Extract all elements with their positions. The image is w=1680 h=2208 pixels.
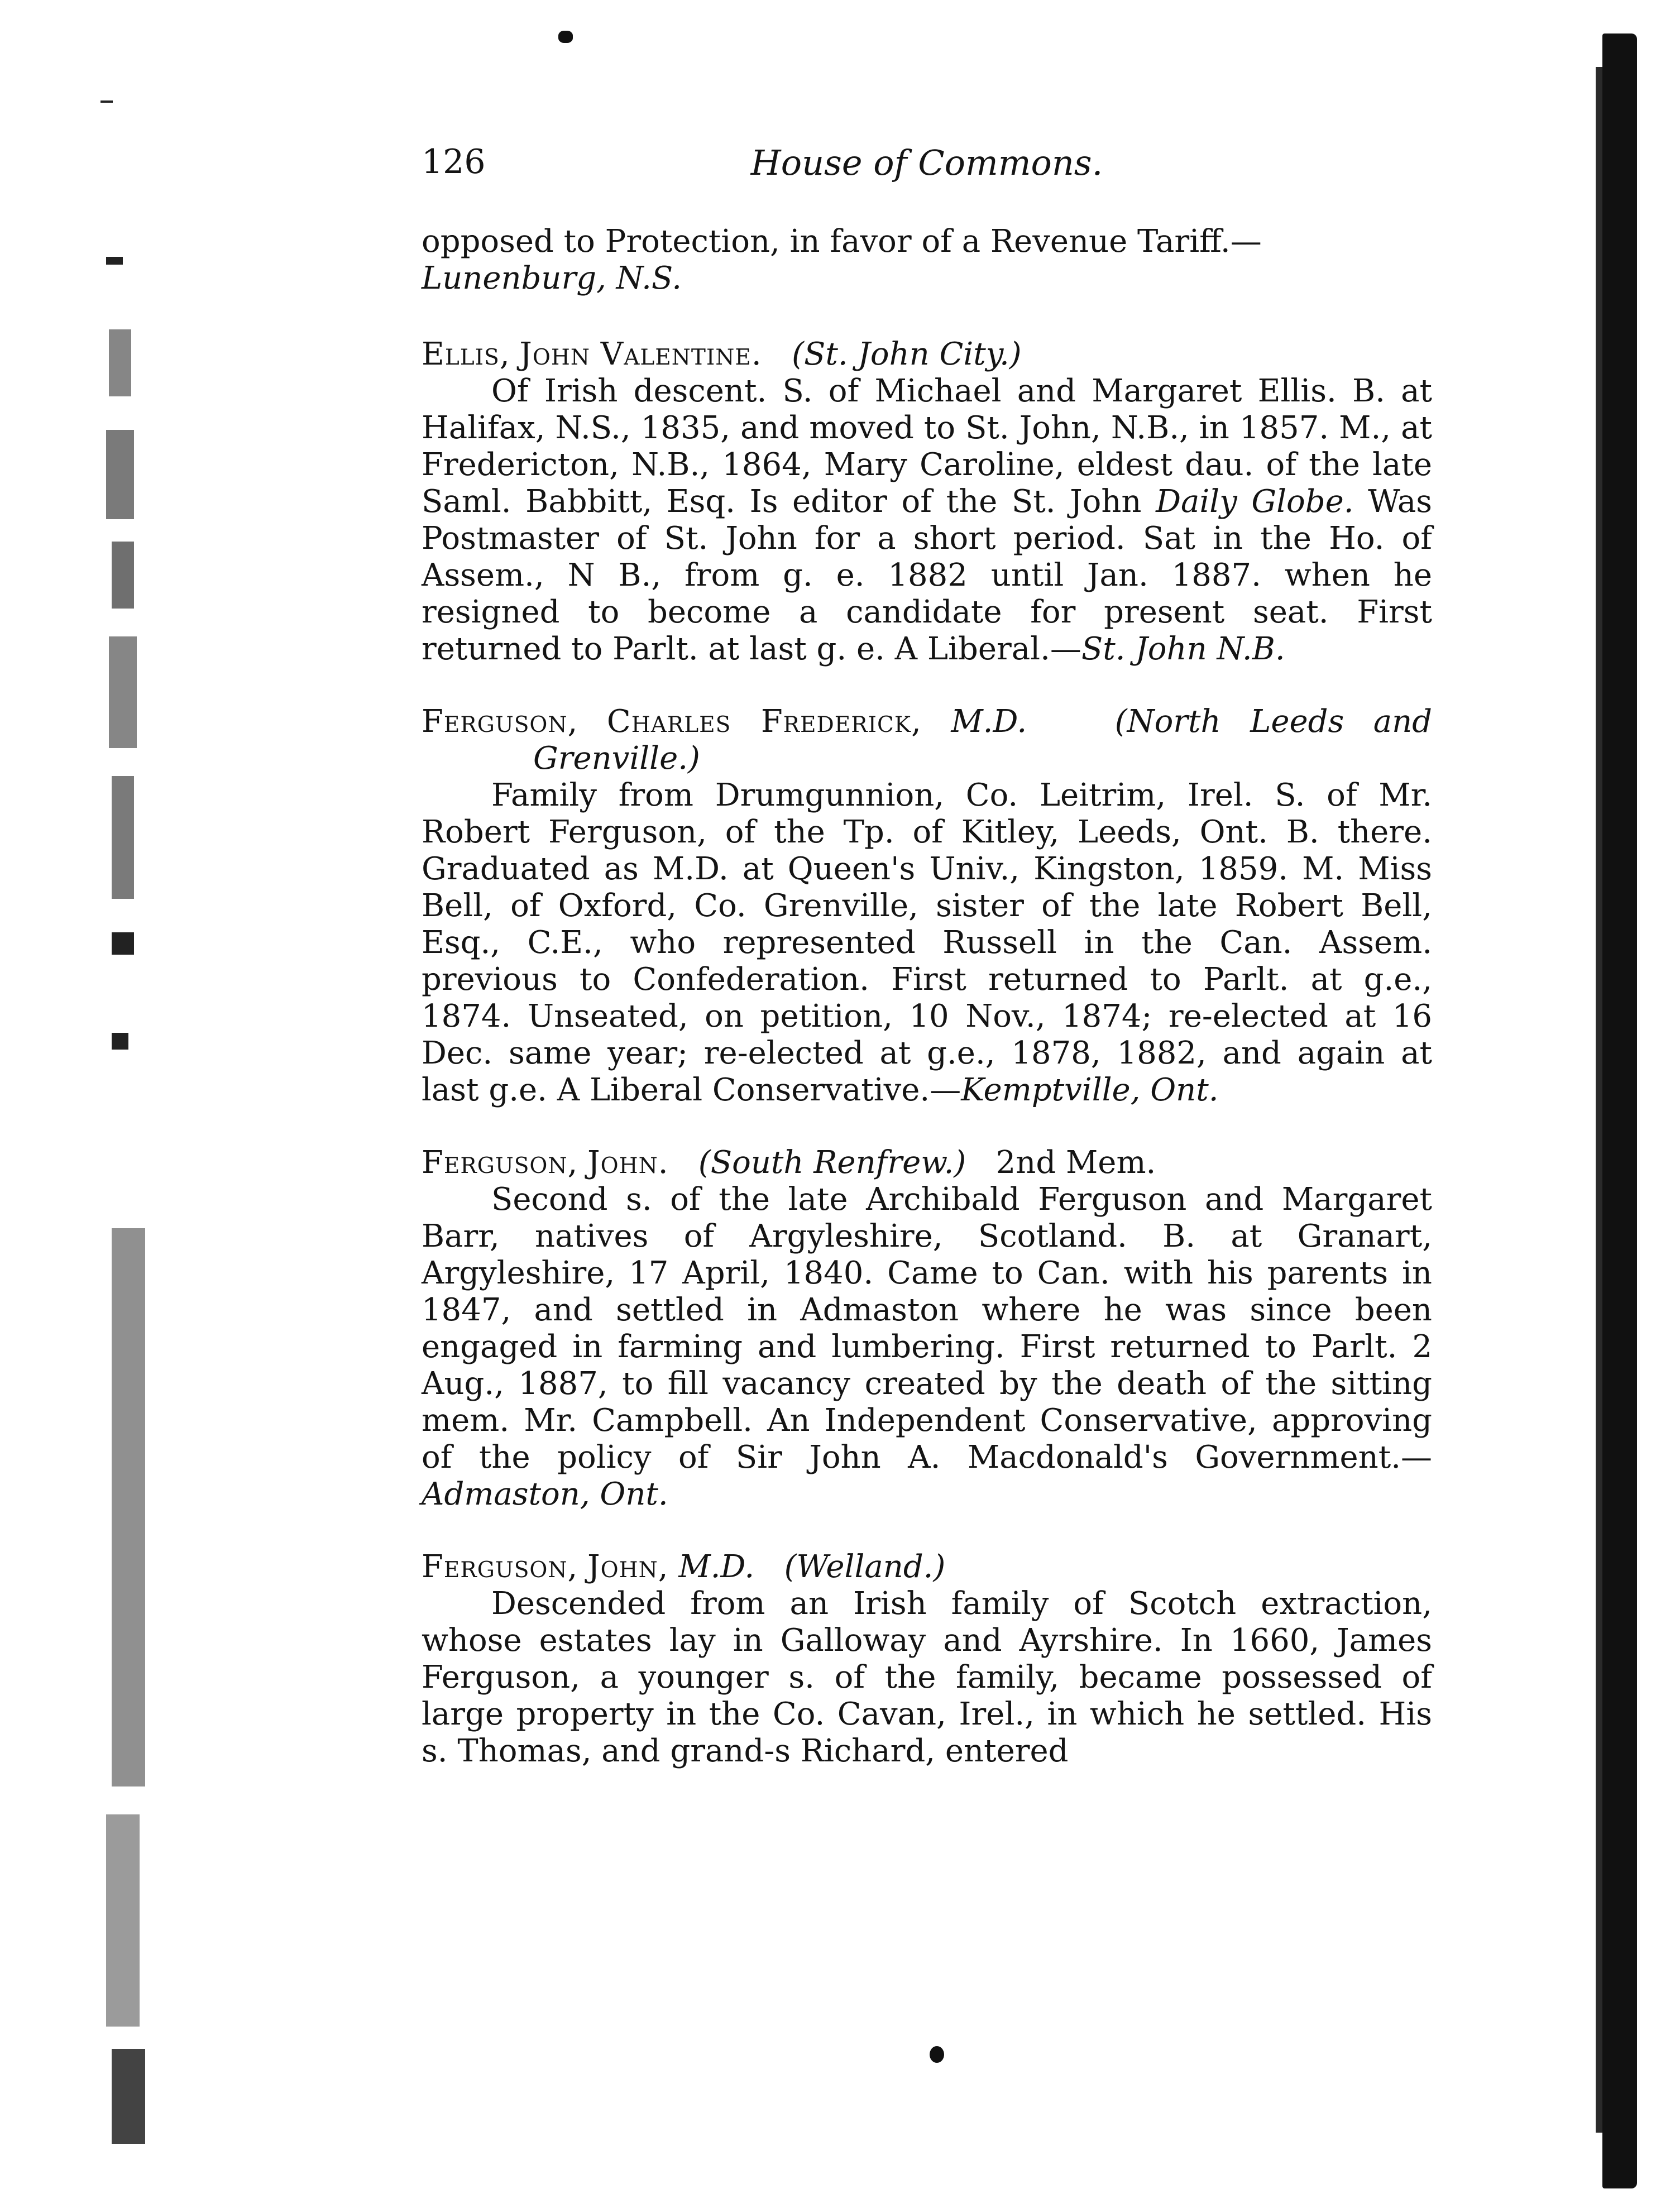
entry-heading: Ellis, John Valentine. (St. John City.) — [422, 336, 1022, 372]
ink-dot — [930, 2046, 944, 2063]
entry-degree: M.D. — [951, 703, 1027, 740]
scan-margin-noise — [67, 84, 156, 2149]
entry-heading: Ferguson, John. (South Renfrew.) 2nd Mem. — [422, 1144, 1156, 1181]
entry-constituency: (Welland.) — [784, 1549, 946, 1585]
running-head: House of Commons. — [750, 142, 1103, 183]
continuation-paragraph — [422, 223, 1432, 297]
entry-biography — [422, 373, 1432, 668]
biography-text: Second s. of the late Archibald Ferguson and Margaret Barr, natives of Argyleshire, Scotland. B. at Granart, Argyleshire, 17 April, 1840. Came to Can. with his parents in 1847, and settled in Admaston where he was since been engaged in farming and lumbering. First returned to Parlt. 2 Aug., 1887, to fill vacancy created by the death of the sitting mem. Mr. Campbell. An Independent Conservative, approving of the policy of Sir John A. Macdonald's Government.— — [422, 1181, 1432, 1476]
continuation-place: Lunenburg, N.S. — [422, 260, 682, 296]
entry-heading: Ferguson, John, M.D. (Welland.) — [422, 1549, 946, 1585]
member-entry-ellis — [422, 336, 1432, 668]
continuation-text: opposed to Protection, in favor of a Revenue Tariff.— — [422, 223, 1262, 260]
entry-degree: M.D. — [678, 1549, 755, 1585]
entry-member-note: 2nd Mem. — [995, 1144, 1156, 1181]
entry-residence: Kemptville, Ont. — [961, 1072, 1219, 1108]
entry-biography — [422, 777, 1432, 1109]
member-entry-ferguson-john-welland — [422, 1549, 1432, 1770]
entry-biography — [422, 1586, 1432, 1770]
entry-surname: Ferguson — [422, 703, 568, 740]
biography-text: Descended from an Irish family of Scotch extraction, whose estates lay in Galloway and Ayrshire. In 1660, James Ferguson, a younger s. of the family, became possessed of large property in the Co. Cavan, Irel., in which he settled. His s. Thomas, and grand-s Richard, entered — [422, 1586, 1432, 1769]
biography-italic: Daily Globe. — [1156, 483, 1354, 520]
entry-surname: Ferguson — [422, 1549, 568, 1585]
entry-heading: Ferguson, Charles Frederick, M.D. (North Leeds and Grenville.) — [422, 703, 1432, 777]
entry-given-names: John Valentine. — [519, 336, 762, 372]
biography-text: Family from Drumgunnion, Co. Leitrim, Irel. S. of Mr. Robert Ferguson, of the Tp. of Kitley, Leeds, Ont. B. there. Graduated as M.D. at Queen's Univ., Kingston, 1859. M. Miss Bell, of Oxford, Co. Grenville, sister of the late Robert Bell, Esq., C.E., who represented Russell in the Can. Assem. previous to Confederation. First returned to Parlt. at g.e., 1874. Unseated, on petition, 10 Nov., 1874; re-elected at 16 Dec. same year; re-elected at g.e., 1878, 1882, and again at last g.e. A Liberal Conservative.— — [422, 777, 1432, 1108]
entry-constituency: (North Leeds and Grenville.) — [533, 703, 1432, 777]
entry-biography — [422, 1181, 1432, 1513]
biography-text: Was Postmaster of St. John for a short period. Sat in the Ho. of Assem., N B., from g. e. 1882 until Jan. 1887. when he resigned to become a candidate for present seat. First returned to Parlt. at last g. e. A Liberal.— — [422, 483, 1432, 667]
entry-surname: Ellis — [422, 336, 500, 372]
text-column — [422, 223, 1432, 1805]
member-entry-ferguson-charles — [422, 703, 1432, 1109]
entry-constituency: (St. John City.) — [792, 336, 1022, 372]
entry-surname: Ferguson — [422, 1144, 568, 1181]
entry-residence: Admaston, Ont. — [422, 1476, 668, 1512]
ink-blot — [558, 31, 573, 43]
page-number: 126 — [422, 142, 486, 181]
scan-edge-bar — [1602, 33, 1637, 2188]
entry-given-names: Charles Frederick, — [606, 703, 922, 740]
entry-constituency: (South Renfrew.) — [698, 1144, 966, 1181]
member-entry-ferguson-john-renfrew — [422, 1144, 1432, 1513]
biography-text: Of Irish descent. S. of Michael and Margaret Ellis. B. at Halifax, N.S., 1835, and moved to St. John, N.B., in 1857. M., at Fredericton, N.B., 1864, Mary Caroline, eldest dau. of the late Saml. Babbitt, Esq. Is editor of the St. John — [422, 373, 1432, 520]
entry-given-names: John, — [587, 1549, 669, 1585]
entry-given-names: John. — [587, 1144, 669, 1181]
entry-residence: St. John N.B. — [1081, 631, 1285, 667]
page-header — [422, 142, 1432, 193]
